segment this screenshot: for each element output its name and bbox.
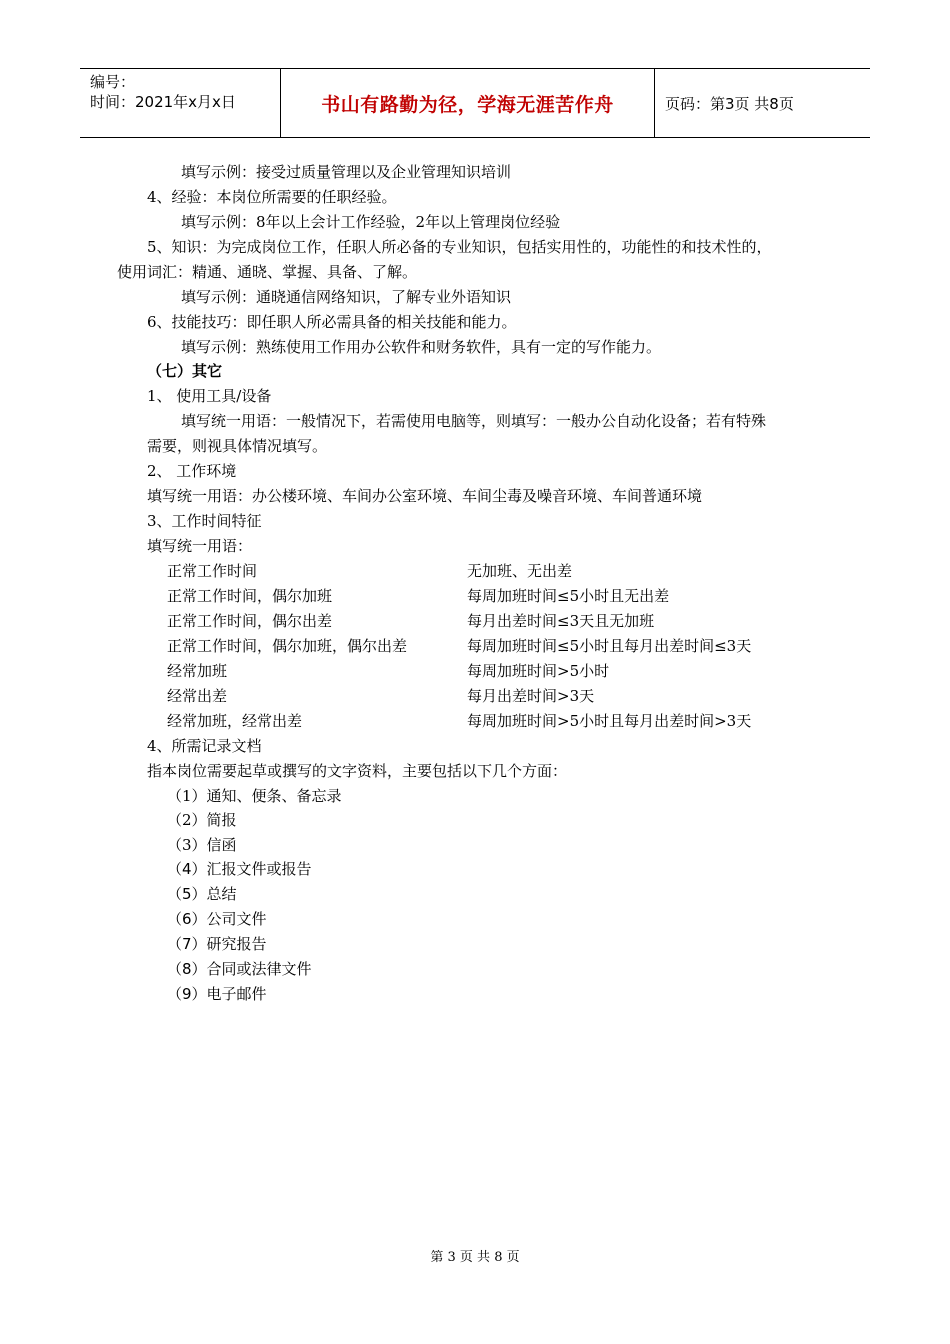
doc-item: （9）电子邮件 [167, 985, 267, 1003]
motto: 书山有路勤为径，学海无涯苦作舟 [281, 69, 655, 137]
time-desc: 无加班、无出差 [467, 562, 573, 580]
text-line: 2、 工作环境 [147, 462, 237, 480]
doc-item: （2）简报 [167, 811, 237, 829]
time-type: 正常工作时间 [167, 562, 258, 580]
text-line: 5、知识：为完成岗位工作，任职人所必备的专业知识，包括实用性的，功能性的和技术性的， [147, 238, 772, 256]
page-indicator: 页码：第3页 共8页 [665, 94, 794, 113]
text-line: 填写统一用语：办公楼环境、车间办公室环境、车间尘毒及噪音环境、车间普通环境 [147, 487, 703, 505]
doc-item: （8）合同或法律文件 [167, 960, 312, 978]
section-heading: （七）其它 [147, 362, 223, 380]
time-desc: 每周加班时间>5小时 [467, 662, 610, 680]
time-type: 正常工作时间，偶尔出差 [167, 612, 333, 630]
text-line: 6、技能技巧：即任职人所必需具备的相关技能和能力。 [147, 313, 517, 331]
doc-item: （7）研究报告 [167, 935, 267, 953]
time-desc: 每周加班时间≤5小时且每月出差时间≤3天 [467, 637, 752, 655]
time-type: 经常出差 [167, 687, 228, 705]
doc-item: （3）信函 [167, 836, 237, 854]
time-desc: 每周加班时间>5小时且每月出差时间>3天 [467, 712, 752, 730]
text-line: 4、经验：本岗位所需要的任职经验。 [147, 188, 397, 206]
text-line: 指本岗位需要起草或撰写的文字资料，主要包括以下几个方面： [147, 762, 568, 780]
text-line: 使用词汇：精通、通晓、掌握、具备、了解。 [117, 263, 418, 281]
time-type: 正常工作时间，偶尔加班，偶尔出差 [167, 637, 408, 655]
text-line: 填写示例：通晓通信网络知识，了解专业外语知识 [181, 288, 512, 306]
time-label: 时间：2021年x月x日 [90, 93, 236, 111]
time-desc: 每周加班时间≤5小时且无出差 [467, 587, 670, 605]
text-line: 4、所需记录文档 [147, 737, 262, 755]
text-line: 需要，则视具体情况填写。 [147, 437, 328, 455]
text-line: 1、 使用工具/设备 [147, 387, 272, 405]
doc-item: （1）通知、便条、备忘录 [167, 787, 342, 805]
time-type: 经常加班 [167, 662, 228, 680]
doc-item: （6）公司文件 [167, 910, 267, 928]
number-label: 编号： [90, 73, 136, 91]
page-header [80, 68, 870, 138]
text-line: 填写示例：8年以上会计工作经验，2年以上管理岗位经验 [181, 213, 561, 231]
page-footer: 第 3 页 共 8 页 [430, 1250, 520, 1265]
doc-item: （4）汇报文件或报告 [167, 860, 312, 878]
time-desc: 每月出差时间>3天 [467, 687, 595, 705]
text-line: 3、工作时间特征 [147, 512, 262, 530]
header-meta-cell [80, 69, 281, 137]
time-type: 正常工作时间，偶尔加班 [167, 587, 333, 605]
time-desc: 每月出差时间≤3天且无加班 [467, 612, 655, 630]
text-line: 填写示例：熟练使用工作用办公软件和财务软件，具有一定的写作能力。 [181, 338, 662, 356]
text-line: 填写统一用语： [147, 537, 253, 555]
doc-item: （5）总结 [167, 885, 237, 903]
time-type: 经常加班，经常出差 [167, 712, 303, 730]
text-line: 填写统一用语：一般情况下，若需使用电脑等，则填写：一般办公自动化设备；若有特殊 [181, 412, 767, 430]
text-line: 填写示例：接受过质量管理以及企业管理知识培训 [181, 163, 512, 181]
